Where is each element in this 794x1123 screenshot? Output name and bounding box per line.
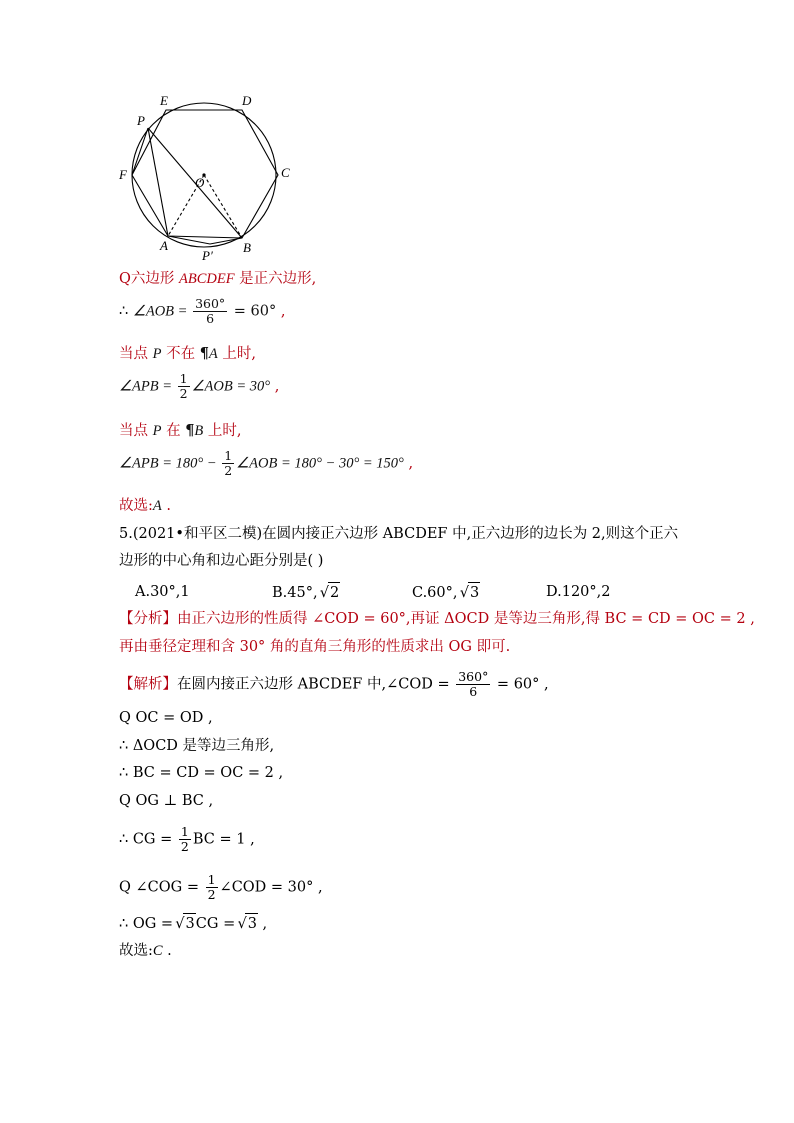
fraction: $\frac{1}{2}$ [179, 371, 188, 401]
label-B: B [243, 240, 251, 255]
segment-OB [204, 175, 242, 238]
arc-glyph: ¶ [199, 345, 209, 362]
segment-PF [132, 128, 148, 175]
sol4-line-2: ∴ ∠AOB = $\frac{360^\circ}{6}$ = 60° , [119, 296, 286, 326]
sol5-answer: 故选:C . [119, 943, 172, 959]
option-d: D.120°,2 [546, 584, 611, 600]
hexagon-circle-diagram [110, 88, 300, 266]
fraction: $\frac{1}{2}$ [180, 824, 189, 854]
sol5-line-4: ∴ BC = CD = OC = 2 , [119, 765, 284, 781]
label-C: C [281, 165, 290, 180]
fraction: $\frac{1}{2}$ [207, 872, 216, 902]
fraction: $\frac{1}{2}$ [224, 448, 233, 478]
label-F: F [119, 167, 127, 182]
sol5-line-7: Q ∠COG = $\frac{1}{2}$ ∠COD = 30° , [119, 872, 323, 902]
sol4-answer: 故选:A . [119, 498, 171, 514]
sol4-line-4: ∠APB = $\frac{1}{2}$ ∠AOB = 30° , [119, 371, 280, 401]
sol5-line-2: Q OC = OD , [119, 710, 213, 726]
label-A: A [160, 238, 168, 253]
sol4-line-1: Q六边形 ABCDEF 是正六边形, [119, 271, 317, 287]
analysis-line-1: 【分析】由正六边形的性质得 ∠COD = 60°,再证 ΔOCD 是等边三角形,得 BC = CD = OC = 2 , [119, 611, 755, 627]
option-a: A.30°,1 [135, 584, 190, 600]
sol5-line-1: 【解析】在圆内接正六边形 ABCDEF 中,∠COD = $\frac{360^\circ}{6}$ = 60° , [119, 669, 549, 699]
label-P-prime: P′ [202, 248, 213, 263]
arc-glyph: ¶ [185, 422, 195, 439]
sol5-line-5: Q OG ⊥ BC , [119, 793, 214, 809]
option-b: B.45°, √ 2 [272, 582, 340, 603]
analysis-tag: 【分析】 [119, 611, 177, 627]
analysis-line-2: 再由垂径定理和含 30° 角的直角三角形的性质求出 OG 即可. [119, 639, 511, 655]
sol5-line-6: ∴ CG = $\frac{1}{2}$ BC = 1 , [119, 824, 255, 854]
sol4-line-5: 当点 P 在 ¶B 上时, [119, 422, 242, 439]
problem5-line-2: 边形的中心角和边心距分别是( ) [119, 553, 324, 569]
fraction: $\frac{360^\circ}{6}$ [458, 669, 489, 699]
sol5-line-8: ∴ OG = √ 3CG = √ 3 , [119, 913, 267, 934]
sol4-line-6: ∠APB = 180° − $\frac{1}{2}$ ∠AOB = 180° − 30° = 150° , [119, 448, 414, 478]
label-P: P [137, 113, 145, 128]
option-c: C.60°, √ 3 [412, 582, 480, 603]
label-O: O [195, 175, 205, 190]
sol4-line-3: 当点 P 不在 ¶A 上时, [119, 345, 256, 362]
solution-tag: 【解析】 [119, 676, 177, 693]
label-E: E [160, 93, 168, 108]
problem5-line-1: 5.(2021•和平区二模)在圆内接正六边形 ABCDEF 中,正六边形的边长为 2,则这个正六 [119, 526, 679, 542]
fraction: $\frac{360^\circ}{6}$ [195, 296, 226, 326]
label-D: D [242, 93, 252, 108]
sol5-line-3: ∴ ΔOCD 是等边三角形, [119, 738, 275, 754]
